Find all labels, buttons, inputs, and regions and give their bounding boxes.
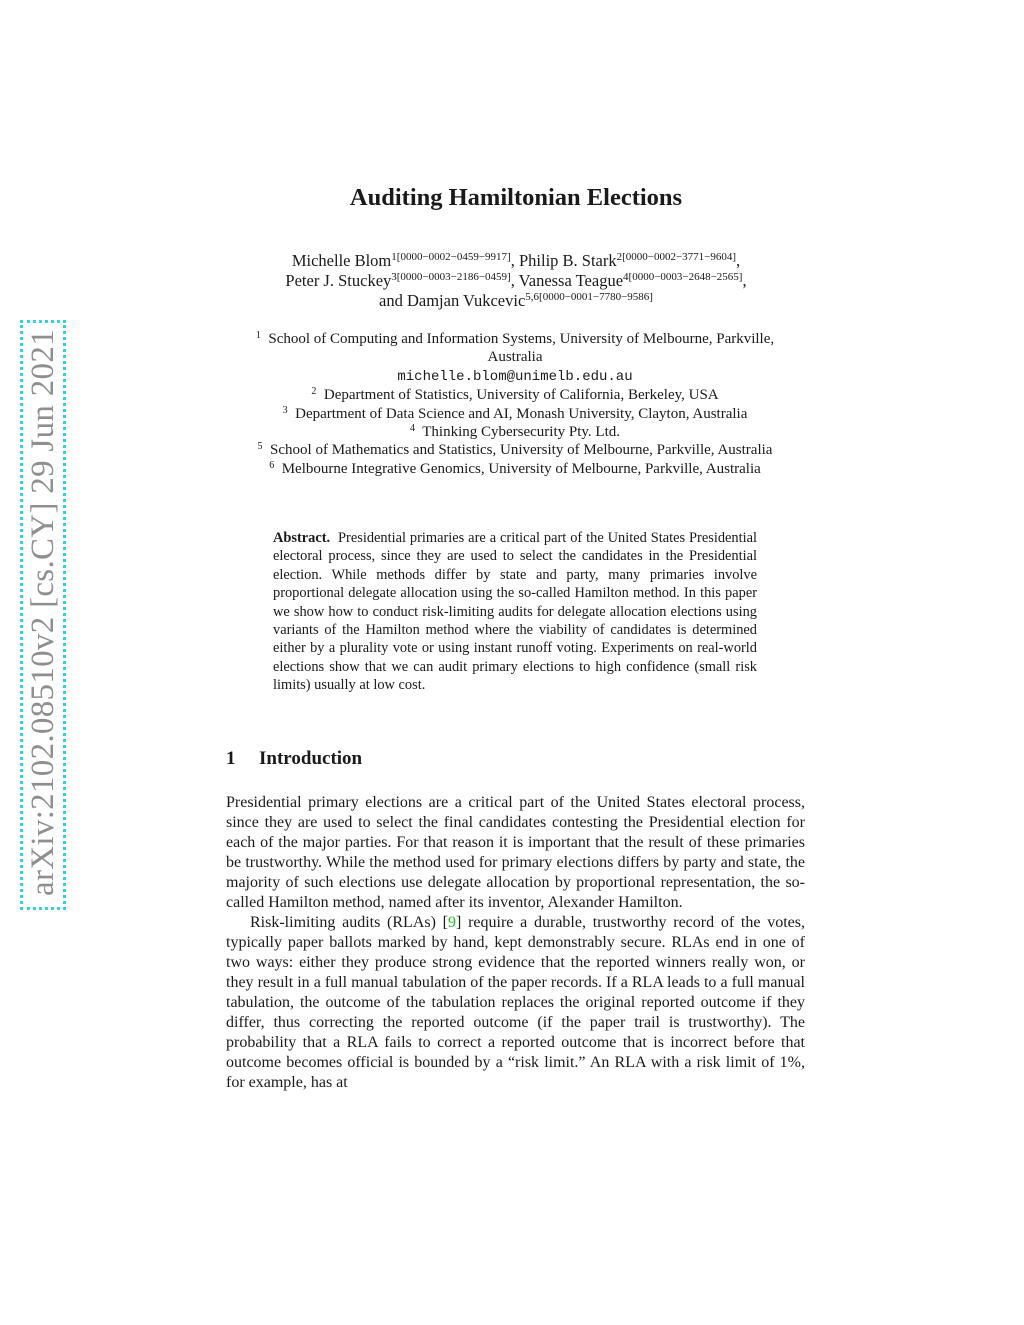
author: Michelle Blom (291, 251, 392, 270)
affiliation: Australia (487, 349, 543, 366)
arxiv-identifier[interactable]: arXiv:2102.08510v2 [cs.CY] 29 Jun 2021 (25, 329, 61, 896)
abstract-text: Presidential primaries are a critical part of the United States Presidential electoral process, since they are used to select the candidates in the Presidential election. While methods differ by state and party, many primaries involve proportional delegate allocation using the so-called Hamilton method. In this paper we show how to conduct risk-limiting audits for delegate allocation elections using variants of the Hamilton method where the viability of candidates is determined either by a plurality vote or using instant runoff voting. Experiments on real-world elections show that we can audit primary elections to high confidence (small risk limits) usually at low cost. (273, 530, 757, 694)
abstract (273, 529, 757, 695)
author-orcid[interactable]: 2[0000−0002−3771−9604] (616, 251, 737, 263)
section-number: 1 (226, 748, 236, 769)
section-title: Introduction (259, 748, 363, 769)
paragraph: Risk-limiting audits (RLAs) [9] require a durable, trustworthy record of the votes, typically paper ballots marked by hand, kept demonstrably secure. RLAs end in one of two ways: either they produce strong evidence that the reported winners really won, or they result in a full manual tabulation of the paper records. If a RLA leads to a full manual tabulation, the outcome of the tabulation replaces the original reported outcome if they differ, thus correcting the reported outcome (if the paper trail is trustworthy). The probability that a RLA fails to correct a reported outcome that is incorrect before that outcome becomes official is bounded by a “risk limit.” An RLA with a risk limit of 1%, for example, has at (226, 914, 805, 1091)
section-heading (226, 748, 362, 770)
author: Damjan Vukcevic (406, 291, 526, 310)
affiliation: $^4$ Thinking Cybersecurity Pty. Ltd. (410, 423, 620, 441)
affiliation: $^6$ Melbourne Integrative Genomics, University of Melbourne, Parkville, Australia (269, 459, 761, 477)
author: Peter J. Stuckey (285, 271, 392, 290)
author-orcid[interactable]: 4[0000−0003−2648−2565] (623, 271, 743, 283)
affiliation: $^2$ Department of Statistics, University of California, Berkeley, USA (311, 386, 719, 404)
abstract-label: Abstract. (273, 530, 331, 546)
author: Vanessa Teague (518, 271, 624, 290)
paper-title: Auditing Hamiltonian Elections (349, 184, 683, 211)
affiliation-list (200, 330, 830, 478)
body-text (226, 793, 805, 1093)
author-orcid[interactable]: 5,6[0000−0001−7780−9586] (525, 291, 653, 303)
author-orcid[interactable]: 3[0000−0003−2186−0459] (391, 271, 511, 283)
author-list: Michelle Blom$^{1[0000-0002-0459-9917]}$, Philip B. Stark$^{2[0000-0002-3771-9604]}$, Peter J. Stuckey$^{3[0000-0003-2186-0459]}$, Vanessa Teague$^{4[0000-0003-2648-2565]}$, and Damjan Vukcevic$^{5,6[0000-0001-7780-9586]}$ (285, 251, 747, 310)
author-orcid[interactable]: 1[0000−0002−0459−9917] (391, 251, 511, 263)
contact-email: michelle.blom@unimelb.edu.au (397, 368, 633, 385)
author: Philip B. Stark (518, 251, 617, 270)
citation-link[interactable]: 9 (448, 914, 457, 931)
paragraph: Presidential primary elections are a critical part of the United States electoral process, since they are used to select the final candidates contesting the Presidential election for each of the major parties. For that reason it is important that the result of these primaries be trustworthy. While the method used for primary elections differs by party and state, the majority of such elections use delegate allocation by proportional representation, the so-called Hamilton method, named after its inventor, Alexander Hamilton. (226, 794, 805, 911)
affiliation: $^3$ Department of Data Science and AI, Monash University, Clayton, Australia (282, 404, 748, 422)
affiliation: $^1$ School of Computing and Information Systems, University of Melbourne, Parkville, (255, 330, 775, 347)
affiliation: $^5$ School of Mathematics and Statistics, University of Melbourne, Parkville, Australia (257, 441, 773, 459)
